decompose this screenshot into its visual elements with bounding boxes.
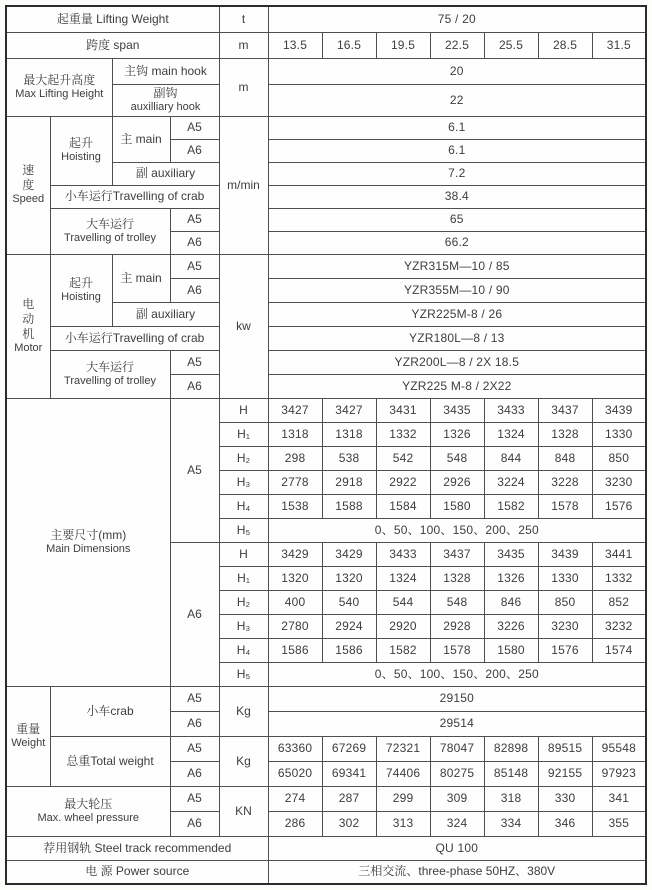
wheel-pressure-a5-value: 341 <box>592 786 646 811</box>
span-value: 16.5 <box>322 32 376 58</box>
speed-main-a5-value: 6.1 <box>268 116 646 139</box>
dim-a6-h2-value: 548 <box>430 590 484 614</box>
speed-main-a6-value: 6.1 <box>268 139 646 162</box>
speed-hoisting-label-en: Hoisting <box>61 151 101 164</box>
dim-a6-h-value: 3433 <box>376 542 430 566</box>
dim-a5-h-value: 3433 <box>484 398 538 422</box>
lifting-height-label-zh: 最大起升高度 <box>23 72 96 87</box>
lifting-height-label-en: Max Lifting Height <box>15 87 104 100</box>
motor-trolley-label-en: Travelling of trolley <box>64 374 156 387</box>
weight-total-a6-value: 80275 <box>430 761 484 786</box>
motor-crab-value: YZR180L—8 / 13 <box>268 326 646 350</box>
dim-a6-h2-value: 850 <box>538 590 592 614</box>
dim-a6-h2-value: 400 <box>268 590 322 614</box>
span-row <box>6 32 646 58</box>
lifting-weight-label: 起重量 Lifting Weight <box>6 6 219 32</box>
dim-a6-h3-value: 2924 <box>322 614 376 638</box>
dim-a5-h-value: 3437 <box>538 398 592 422</box>
dim-label-h: H <box>219 398 268 422</box>
weight-total-a6-value: 65020 <box>268 761 322 786</box>
speed-group-label <box>6 116 50 254</box>
duty-a6-cell: A6 <box>170 139 219 162</box>
speed-trolley-label <box>50 208 170 254</box>
dimensions-group-label-zh: 主要尺寸(mm) <box>50 527 127 542</box>
dim-label-h: H <box>219 542 268 566</box>
span-value: 25.5 <box>484 32 538 58</box>
duty-a5-cell: A5 <box>170 686 219 711</box>
weight-total-unit: Kg <box>219 736 268 786</box>
wheel-pressure-a5-value: 318 <box>484 786 538 811</box>
dim-a5-h3-value: 2918 <box>322 470 376 494</box>
dim-a6-h3-value: 3226 <box>484 614 538 638</box>
duty-a6-cell: A6 <box>170 542 219 686</box>
dim-a6-h2-value: 544 <box>376 590 430 614</box>
dim-a6-h1-value: 1326 <box>484 566 538 590</box>
power-source-label: 电 源 Power source <box>6 860 268 884</box>
dim-a6-h3-value: 3232 <box>592 614 646 638</box>
motor-aux-value: YZR225M-8 / 26 <box>268 302 646 326</box>
lifting-weight-value: 75 / 20 <box>268 6 646 32</box>
dim-label-h2: H₂ <box>219 446 268 470</box>
dim-a6-h4-value: 1578 <box>430 638 484 662</box>
weight-crab-a5-value: 29150 <box>268 686 646 711</box>
dim-a5-h3-value: 2922 <box>376 470 430 494</box>
dim-a6-h2-value: 846 <box>484 590 538 614</box>
dim-a5-h3-value: 2926 <box>430 470 484 494</box>
wheel-pressure-a5-value: 274 <box>268 786 322 811</box>
dim-a6-h1-value: 1320 <box>268 566 322 590</box>
dim-a5-h-value: 3435 <box>430 398 484 422</box>
steel-track-row <box>6 836 646 860</box>
dim-a5-h2-value: 538 <box>322 446 376 470</box>
weight-total-a5-value: 72321 <box>376 736 430 761</box>
weight-total-a5-value: 89515 <box>538 736 592 761</box>
dim-label-h5: H₅ <box>219 518 268 542</box>
motor-main-a5-row <box>6 254 646 278</box>
weight-total-a5-value: 67269 <box>322 736 376 761</box>
crane-spec-table <box>5 5 647 885</box>
dim-label-h5: H₅ <box>219 662 268 686</box>
dim-a6-h2-value: 852 <box>592 590 646 614</box>
dim-label-h4: H₄ <box>219 494 268 518</box>
duty-a5-cell: A5 <box>170 254 219 278</box>
wheel-pressure-a6-value: 286 <box>268 811 322 836</box>
motor-hoisting-label-zh: 起升 <box>68 275 93 290</box>
weight-total-a6-value: 92155 <box>538 761 592 786</box>
dim-a5-h1-value: 1330 <box>592 422 646 446</box>
speed-aux-value: 7.2 <box>268 162 646 185</box>
dim-a5-h4-value: 1578 <box>538 494 592 518</box>
dimensions-group-label <box>6 398 170 686</box>
dim-a5-h2-value: 542 <box>376 446 430 470</box>
motor-group-label-en: Motor <box>14 341 43 354</box>
dim-a5-h2-value: 298 <box>268 446 322 470</box>
weight-total-a6-value: 97923 <box>592 761 646 786</box>
dim-a5-h-value: 3431 <box>376 398 430 422</box>
power-source-row <box>6 860 646 884</box>
motor-hoisting-label-en: Hoisting <box>61 290 101 303</box>
motor-trolley-a6-value: YZR225 M-8 / 2X22 <box>268 374 646 398</box>
dim-a5-h2-value: 548 <box>430 446 484 470</box>
motor-crab-label: 小车运行Travelling of crab <box>50 326 219 350</box>
weight-total-a5-value: 63360 <box>268 736 322 761</box>
wheel-pressure-a5-value: 287 <box>322 786 376 811</box>
wheel-pressure-a6-value: 313 <box>376 811 430 836</box>
weight-group-label-en: Weight <box>11 736 46 749</box>
dim-a5-h1-value: 1324 <box>484 422 538 446</box>
aux-hook-label <box>112 84 219 116</box>
steel-track-label: 荐用钢轨 Steel track recommended <box>6 836 268 860</box>
weight-total-a5-value: 95548 <box>592 736 646 761</box>
span-value: 13.5 <box>268 32 322 58</box>
motor-group-label <box>6 254 50 398</box>
dim-a6-h-value: 3435 <box>484 542 538 566</box>
aux-hook-label-zh: 副钩 <box>153 85 178 100</box>
dim-a6-h1-value: 1330 <box>538 566 592 590</box>
motor-group-label-zh: 电动机 <box>22 296 35 341</box>
dim-a6-h3-value: 2920 <box>376 614 430 638</box>
duty-a5-cell: A5 <box>170 736 219 761</box>
dim-a5-h-value: 3427 <box>322 398 376 422</box>
dim-a5-h1-value: 1328 <box>538 422 592 446</box>
lifting-height-label <box>6 58 112 116</box>
weight-total-a6-value: 85148 <box>484 761 538 786</box>
motor-trolley-label-zh: 大车运行 <box>85 359 134 374</box>
weight-crab-label: 小车crab <box>50 686 170 736</box>
dim-a5-h-value: 3439 <box>592 398 646 422</box>
dim-a6-h4-value: 1580 <box>484 638 538 662</box>
wheel-pressure-label <box>6 786 170 836</box>
speed-group-label-zh: 速度 <box>22 163 35 193</box>
duty-a6-cell: A6 <box>170 761 219 786</box>
motor-unit: kw <box>219 254 268 398</box>
weight-total-label: 总重Total weight <box>50 736 170 786</box>
dim-a5-h3-value: 3228 <box>538 470 592 494</box>
dim-a6-h1-value: 1324 <box>376 566 430 590</box>
dim-a5-h4-value: 1588 <box>322 494 376 518</box>
weight-crab-a6-value: 29514 <box>268 711 646 736</box>
wheel-pressure-label-zh: 最大轮压 <box>64 796 113 811</box>
motor-main-a6-value: YZR355M—10 / 90 <box>268 278 646 302</box>
dim-a6-h4-value: 1582 <box>376 638 430 662</box>
speed-crab-value: 38.4 <box>268 185 646 208</box>
duty-a5-cell: A5 <box>170 208 219 231</box>
wheel-pressure-a6-value: 346 <box>538 811 592 836</box>
dim-a6-h3-value: 3230 <box>538 614 592 638</box>
duty-a6-cell: A6 <box>170 231 219 254</box>
dim-a6-h1-value: 1320 <box>322 566 376 590</box>
lifting-height-unit: m <box>219 58 268 116</box>
duty-a6-cell: A6 <box>170 278 219 302</box>
dim-a6-h4-value: 1586 <box>322 638 376 662</box>
dim-a5-h3-value: 3224 <box>484 470 538 494</box>
dim-a5-h1-value: 1332 <box>376 422 430 446</box>
weight-group-label <box>6 686 50 786</box>
motor-main-a5-value: YZR315M—10 / 85 <box>268 254 646 278</box>
duty-a6-cell: A6 <box>170 374 219 398</box>
speed-main-a5-row <box>6 116 646 139</box>
duty-a6-cell: A6 <box>170 711 219 736</box>
speed-trolley-a6-value: 66.2 <box>268 231 646 254</box>
speed-trolley-a5-value: 65 <box>268 208 646 231</box>
speed-hoisting-label <box>50 116 112 185</box>
speed-trolley-label-zh: 大车运行 <box>85 216 134 231</box>
duty-a5-cell: A5 <box>170 786 219 811</box>
lifting-weight-row <box>6 6 646 32</box>
lifting-weight-unit: t <box>219 6 268 32</box>
span-value: 22.5 <box>430 32 484 58</box>
motor-main-label: 主 main <box>112 254 170 302</box>
dim-a6-h-value: 3439 <box>538 542 592 566</box>
speed-trolley-a5-row <box>6 208 646 231</box>
weight-total-a6-value: 69341 <box>322 761 376 786</box>
steel-track-value: QU 100 <box>268 836 646 860</box>
dim-a5-h1-value: 1318 <box>268 422 322 446</box>
lifting-height-main-row <box>6 58 646 84</box>
weight-total-a5-value: 82898 <box>484 736 538 761</box>
wheel-pressure-a6-value: 355 <box>592 811 646 836</box>
span-label: 跨度 span <box>6 32 219 58</box>
dim-a5-h4-value: 1538 <box>268 494 322 518</box>
dim-label-h2: H₂ <box>219 590 268 614</box>
motor-aux-label: 副 auxiliary <box>112 302 219 326</box>
dim-label-h4: H₄ <box>219 638 268 662</box>
dim-a5-h4-value: 1576 <box>592 494 646 518</box>
weight-total-a6-value: 74406 <box>376 761 430 786</box>
motor-trolley-a5-value: YZR200L—8 / 2X 18.5 <box>268 350 646 374</box>
dim-a6-h4-value: 1576 <box>538 638 592 662</box>
dim-a5-h5-value: 0、50、100、150、200、250 <box>268 518 646 542</box>
dim-a6-h-value: 3429 <box>322 542 376 566</box>
dim-a5-h4-value: 1582 <box>484 494 538 518</box>
wheel-pressure-label-en: Max. wheel pressure <box>37 811 139 824</box>
wheel-pressure-a6-value: 334 <box>484 811 538 836</box>
duty-a5-cell: A5 <box>170 350 219 374</box>
aux-hook-label-en: auxilliary hook <box>130 100 201 113</box>
wheel-pressure-a5-value: 309 <box>430 786 484 811</box>
weight-total-a5-value: 78047 <box>430 736 484 761</box>
dim-a5-h1-value: 1318 <box>322 422 376 446</box>
speed-aux-label: 副 auxiliary <box>112 162 219 185</box>
span-value: 19.5 <box>376 32 430 58</box>
wheel-pressure-a5-row <box>6 786 646 811</box>
dim-a6-h-value: 3429 <box>268 542 322 566</box>
main-hook-value: 20 <box>268 58 646 84</box>
speed-crab-label: 小车运行Travelling of crab <box>50 185 219 208</box>
duty-a5-cell: A5 <box>170 116 219 139</box>
dim-a5-h2-value: 844 <box>484 446 538 470</box>
motor-trolley-label <box>50 350 170 398</box>
speed-unit: m/min <box>219 116 268 254</box>
wheel-pressure-a6-value: 302 <box>322 811 376 836</box>
dim-label-h3: H₃ <box>219 614 268 638</box>
weight-crab-a5-row <box>6 686 646 711</box>
span-unit: m <box>219 32 268 58</box>
wheel-pressure-a5-value: 299 <box>376 786 430 811</box>
dim-a6-h3-value: 2780 <box>268 614 322 638</box>
dim-label-h1: H₁ <box>219 566 268 590</box>
dim-a6-h2-value: 540 <box>322 590 376 614</box>
dim-a6-h1-value: 1328 <box>430 566 484 590</box>
dim-a6-h-value: 3437 <box>430 542 484 566</box>
dim-a5-h-value: 3427 <box>268 398 322 422</box>
dim-a5-h4-value: 1580 <box>430 494 484 518</box>
speed-group-label-en: Speed <box>12 193 45 206</box>
dim-a5-h4-value: 1584 <box>376 494 430 518</box>
wheel-pressure-a6-value: 324 <box>430 811 484 836</box>
wheel-pressure-a5-value: 330 <box>538 786 592 811</box>
dim-a6-h1-value: 1332 <box>592 566 646 590</box>
speed-main-label: 主 main <box>112 116 170 162</box>
dim-a6-h-value: 3441 <box>592 542 646 566</box>
duty-a5-cell: A5 <box>170 398 219 542</box>
wheel-pressure-unit: KN <box>219 786 268 836</box>
duty-a6-cell: A6 <box>170 811 219 836</box>
aux-hook-value: 22 <box>268 84 646 116</box>
motor-crab-row <box>6 326 646 350</box>
span-value: 31.5 <box>592 32 646 58</box>
motor-trolley-a5-row <box>6 350 646 374</box>
dim-a6-h4-value: 1586 <box>268 638 322 662</box>
dim-a5-h3-value: 2778 <box>268 470 322 494</box>
dimensions-group-label-en: Main Dimensions <box>46 542 131 555</box>
weight-total-a5-row <box>6 736 646 761</box>
weight-crab-unit: Kg <box>219 686 268 736</box>
dim-label-h3: H₃ <box>219 470 268 494</box>
dim-a6-h4-value: 1574 <box>592 638 646 662</box>
dim-a5-h2-value: 850 <box>592 446 646 470</box>
motor-hoisting-label <box>50 254 112 326</box>
dim-a5-h-row <box>6 398 646 422</box>
dim-a5-h3-value: 3230 <box>592 470 646 494</box>
speed-hoisting-label-zh: 起升 <box>68 136 93 151</box>
dim-a5-h1-value: 1326 <box>430 422 484 446</box>
dim-a5-h2-value: 848 <box>538 446 592 470</box>
weight-group-label-zh: 重量 <box>16 721 41 736</box>
power-source-value: 三相交流、three-phase 50HZ、380V <box>268 860 646 884</box>
dim-a6-h5-value: 0、50、100、150、200、250 <box>268 662 646 686</box>
speed-trolley-label-en: Travelling of trolley <box>64 231 156 244</box>
dim-a6-h3-value: 2928 <box>430 614 484 638</box>
speed-crab-row <box>6 185 646 208</box>
main-hook-label: 主钩 main hook <box>112 58 219 84</box>
span-value: 28.5 <box>538 32 592 58</box>
dim-label-h1: H₁ <box>219 422 268 446</box>
